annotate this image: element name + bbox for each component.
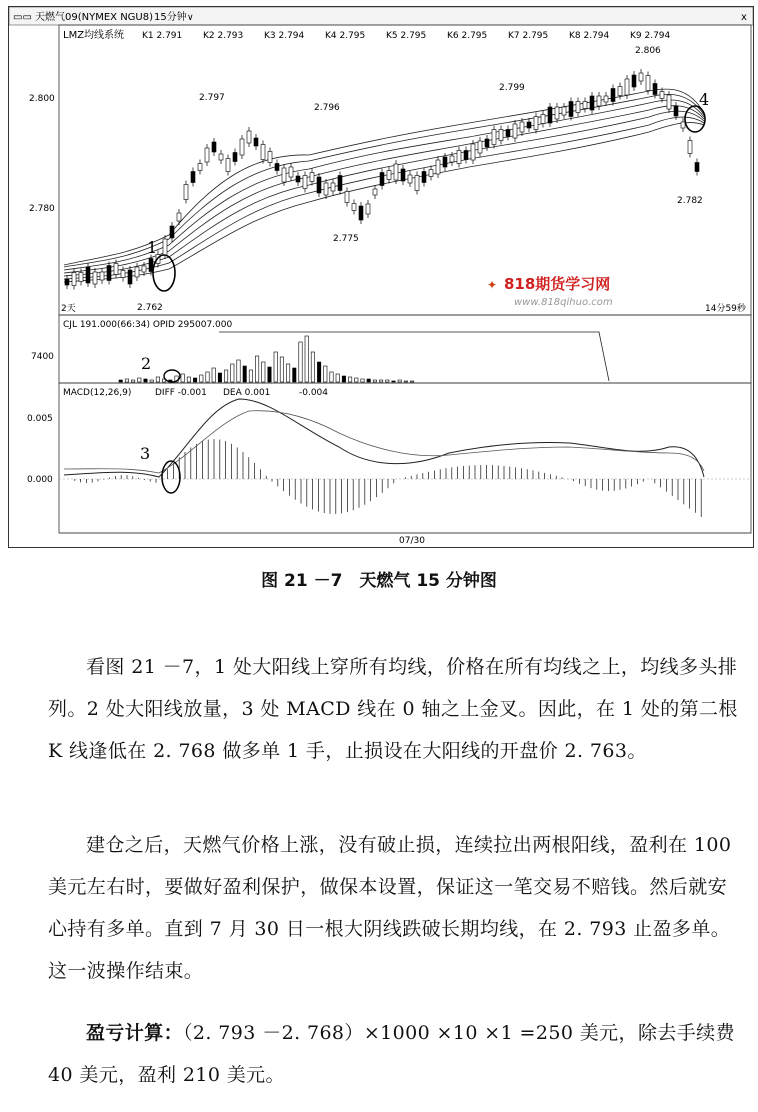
candle-body: [331, 183, 335, 191]
candle-body: [380, 173, 384, 186]
candle-body: [681, 122, 685, 128]
candle-body: [590, 96, 594, 110]
volume-bar: [317, 362, 320, 382]
candle-body: [583, 102, 587, 109]
candle-body: [562, 107, 566, 115]
volume-bar: [286, 364, 289, 382]
paragraph-3: [48, 1012, 738, 1096]
candle-body: [303, 176, 307, 189]
macd-y-tick-0000: 0.000: [27, 475, 53, 485]
candle-body: [219, 154, 223, 160]
volume-bar: [187, 377, 190, 382]
macd-header: MACD(12,26,9): [63, 388, 132, 398]
candle-body: [450, 156, 454, 162]
candle-body: [310, 173, 314, 182]
candle-body: [345, 192, 349, 203]
macd-y-tick-0005: 0.005: [27, 414, 53, 424]
calc-text: （2. 793 －2. 768）×1000 ×10 ×1 =250 美元，除去手续费 40 美元，盈利 210 美元。: [48, 1022, 735, 1086]
candle-body: [471, 144, 475, 160]
candle-body: [520, 122, 524, 132]
ma-value-8: K8 2.794: [569, 31, 610, 41]
candle-body: [674, 106, 678, 116]
candle-body: [135, 267, 139, 277]
calc-label: 盈亏计算：: [86, 1022, 184, 1044]
candle-body: [632, 75, 636, 87]
candle-body: [429, 170, 433, 177]
candle-body: [506, 130, 510, 137]
watermark-title: 818期货学习网: [504, 275, 611, 293]
candle-body: [695, 163, 699, 172]
volume-bar: [410, 381, 413, 382]
volume-bar: [181, 374, 184, 382]
ma-value-6: K6 2.795: [447, 31, 488, 41]
candle-body: [338, 176, 342, 191]
annotation-2806: 2.806: [635, 46, 661, 56]
macd-panel: [59, 383, 751, 533]
volume-bar: [404, 381, 407, 382]
paragraph-1: [48, 646, 738, 772]
paragraph-2-text: 建仓之后，天燃气价格上涨，没有破止损，连续拉出两根阳线，盈利在 100 美元左右时，要做好盈利保护，做保本设置，保证这一笔交易不赔钱。然后就安心持有多单。直到 7 月 30 日一根大阴线跌破长期均线，在 2. 793 止盈多单。这一波操作结束。: [48, 834, 732, 982]
candle-body: [177, 213, 181, 221]
ma-value-9: K9 2.794: [630, 31, 671, 41]
y-tick-2780: 2.780: [29, 204, 55, 214]
candle-body: [198, 164, 202, 171]
volume-bar: [355, 378, 358, 382]
candle-body: [86, 267, 90, 283]
volume-bar: [119, 380, 122, 382]
candle-body: [555, 107, 559, 119]
volume-bar: [367, 379, 370, 382]
volume-bar: [237, 360, 240, 382]
candle-body: [548, 107, 552, 123]
annotation-2799: 2.799: [499, 83, 525, 93]
volume-bar: [299, 342, 302, 382]
candle-body: [324, 183, 328, 195]
volume-bar: [224, 370, 227, 382]
volume-bar: [255, 356, 258, 382]
bottom-right-label: 14分59秒: [705, 304, 746, 314]
volume-bar: [379, 380, 382, 382]
volume-bar: [125, 379, 128, 382]
volume-bar: [274, 352, 277, 382]
candle-body: [170, 226, 174, 238]
volume-bar: [336, 374, 339, 382]
candle-body: [569, 102, 573, 117]
volume-header: CJL 191.000(66:34) OPID 295007.000: [63, 320, 233, 330]
candle-body: [275, 164, 279, 171]
candle-body: [625, 79, 629, 95]
volume-bar: [231, 364, 234, 382]
period-select[interactable]: 15分钟: [154, 12, 187, 23]
ma-value-4: K4 2.795: [325, 31, 366, 41]
volume-bars: [119, 336, 414, 382]
candle-body: [436, 160, 440, 174]
candle-body: [261, 145, 265, 160]
candle-body: [408, 175, 412, 183]
volume-bar: [243, 366, 246, 382]
y-tick-2800: 2.800: [29, 94, 55, 104]
candle-body: [191, 172, 195, 183]
paragraph-2: [48, 824, 738, 992]
candle-body: [359, 206, 363, 220]
volume-y-tick: 7400: [31, 352, 54, 362]
candle-body: [296, 176, 300, 182]
candle-body: [464, 151, 468, 160]
volume-bar: [373, 380, 376, 382]
volume-bar: [293, 368, 296, 382]
candle-body: [254, 138, 258, 146]
volume-bar: [150, 380, 153, 382]
volume-bar: [386, 380, 389, 382]
candle-body: [268, 152, 272, 163]
macd-value: -0.004: [299, 388, 329, 398]
candle-body: [366, 204, 370, 214]
candle-body: [527, 122, 531, 128]
candle-body: [485, 139, 489, 147]
candle-body: [65, 279, 69, 285]
volume-bar: [249, 370, 252, 382]
candle-body: [247, 131, 251, 143]
annotation-2797: 2.797: [199, 93, 225, 103]
volume-bar: [398, 380, 401, 382]
candle-body: [492, 130, 496, 145]
candle-body: [212, 142, 216, 152]
candle-body: [478, 141, 482, 153]
figure-caption: 图 21 －7 天燃气 15 分钟图: [261, 571, 497, 591]
candle-body: [499, 130, 503, 141]
candle-body: [282, 168, 286, 182]
ma-system-label[interactable]: LMZ均线系统: [63, 30, 125, 41]
chart-canvas: [9, 7, 753, 547]
candle-body: [352, 204, 356, 211]
candle-body: [205, 148, 209, 162]
candle-body: [443, 157, 447, 167]
chart-figure: [8, 6, 754, 548]
candle-body: [660, 92, 664, 99]
candle-body: [114, 264, 118, 275]
candle-body: [184, 185, 188, 200]
candle-body: [618, 87, 622, 96]
close-button[interactable]: x: [741, 12, 747, 23]
marker-1-label: 1: [147, 238, 158, 257]
candle-body: [93, 272, 97, 284]
candle-body: [667, 95, 671, 109]
candle-body: [513, 124, 517, 138]
marker-3-label: 3: [140, 444, 151, 463]
volume-bar: [138, 378, 141, 382]
volume-bar: [212, 368, 215, 382]
bottom-left-label: 2天: [61, 304, 76, 314]
volume-bar: [280, 357, 283, 382]
volume-bar: [156, 377, 159, 382]
volume-bar: [392, 381, 395, 382]
marker-circle-1: [153, 255, 175, 291]
ma-value-2: K2 2.793: [203, 31, 244, 41]
candle-body: [387, 171, 391, 180]
candle-body: [639, 73, 643, 81]
ma-value-7: K7 2.795: [508, 31, 549, 41]
ma-value-3: K3 2.794: [264, 31, 305, 41]
ma-values: [142, 31, 671, 41]
candle-body: [121, 271, 125, 278]
ma-value-1: K1 2.791: [142, 31, 183, 41]
macd-histogram: [69, 439, 701, 517]
candle-body: [611, 89, 615, 102]
marker-2-label: 2: [141, 354, 152, 373]
volume-bar: [330, 372, 333, 382]
candle-body: [128, 270, 132, 284]
volume-bar: [324, 366, 327, 382]
marker-4-label: 4: [699, 90, 710, 109]
candle-body: [142, 266, 146, 272]
candle-body: [289, 167, 293, 177]
candle-body: [415, 176, 419, 191]
annotation-2762: 2.762: [137, 303, 163, 313]
volume-bar: [348, 377, 351, 382]
watermark-logo-icon: ✦: [487, 278, 498, 292]
window-icon: ▭▭: [13, 12, 32, 23]
candle-body: [597, 96, 601, 106]
candle-body: [401, 169, 405, 181]
volume-bar: [361, 379, 364, 382]
candle-body: [422, 172, 426, 183]
volume-bar: [342, 376, 345, 382]
annotation-2782: 2.782: [677, 196, 703, 206]
candle-body: [79, 273, 83, 282]
candle-body: [541, 115, 545, 124]
candle-body: [163, 239, 167, 255]
candle-body: [317, 177, 321, 193]
candle-body: [226, 159, 230, 172]
candle-body: [576, 102, 580, 113]
candle-body: [107, 266, 111, 281]
candle-body: [394, 164, 398, 180]
candle-body: [646, 76, 650, 91]
candle-body: [534, 117, 538, 130]
macd-dea: DEA 0.001: [223, 388, 271, 398]
volume-bar: [206, 372, 209, 382]
ma-value-5: K5 2.795: [386, 31, 427, 41]
paragraph-1-text: 看图 21 －7，1 处大阳线上穿所有均线，价格在所有均线之上，均线多头排列。2 处大阳线放量，3 处 MACD 线在 0 轴之上金叉。因此，在 1 处的第二根 K 线逢低在 2. 768 做多单 1 手，止损设在大阳线的开盘价 2. 763。: [48, 656, 738, 762]
macd-diff-line: [64, 399, 704, 477]
candle-body: [72, 273, 76, 286]
annotation-2796: 2.796: [314, 103, 340, 113]
window-title: 天燃气09(NYMEX NGU8): [35, 12, 154, 23]
watermark-url: www.818qihuo.com: [514, 297, 613, 308]
candle-body: [233, 153, 237, 162]
candle-body: [100, 272, 104, 280]
volume-bar: [131, 380, 134, 382]
volume-bar: [200, 375, 203, 382]
chevron-down-icon[interactable]: ∨: [187, 13, 194, 23]
volume-bar: [193, 378, 196, 382]
volume-bar: [311, 352, 314, 382]
candle-body: [457, 151, 461, 164]
candle-body: [604, 96, 608, 102]
date-label: 07/30: [399, 536, 425, 546]
volume-bar: [305, 336, 308, 382]
volume-bar: [218, 373, 221, 382]
macd-diff: DIFF -0.001: [155, 388, 207, 398]
volume-bar: [262, 362, 265, 382]
candle-body: [240, 139, 244, 155]
annotation-2775: 2.775: [333, 234, 359, 244]
candle-body: [373, 189, 377, 195]
candle-body: [688, 141, 692, 154]
macd-dea-line: [64, 411, 704, 473]
volume-bar: [268, 367, 271, 382]
volume-bar: [144, 379, 147, 382]
candle-body: [653, 84, 657, 95]
